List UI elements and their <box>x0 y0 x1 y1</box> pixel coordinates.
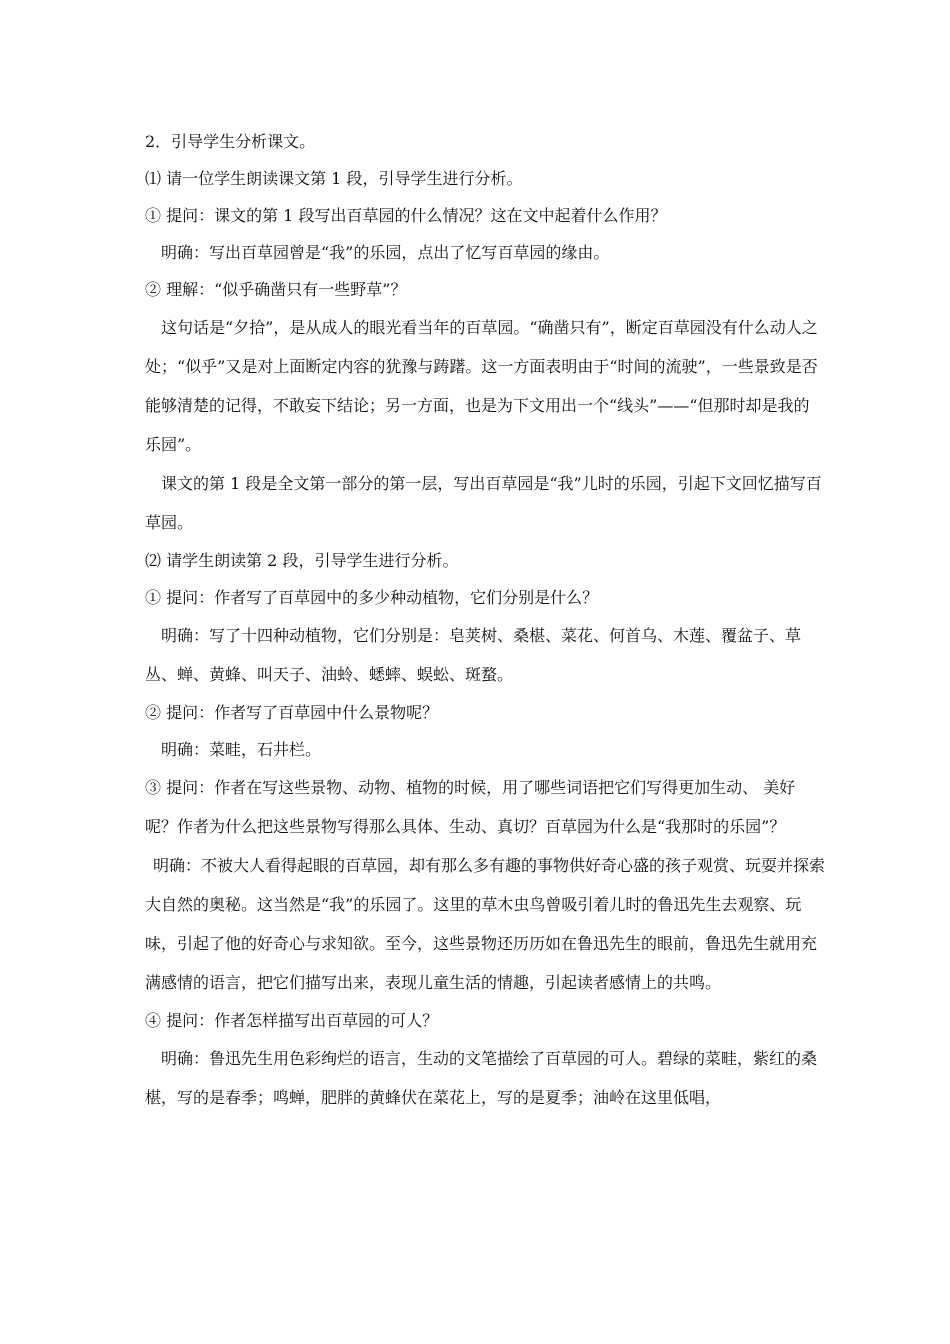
paragraph: ④ 提问：作者怎样描写出百草园的可人？ <box>145 1011 439 1030</box>
document-body <box>145 123 825 1117</box>
paragraph: 明确：写了十四种动植物，它们分别是：皂荚树、桑椹、菜花、何首乌、木莲、覆盆子、草丛、蝉、黄蜂、叫天子、油蛉、蟋蟀、蜈蚣、斑蝥。 <box>145 626 802 684</box>
paragraph: ③ 提问：作者在写这些景物、动物、植物的时候，用了哪些词语把它们写得更加生动、 美好呢？作者为什么把这些景物写得那么具体、生动、真切？百草园为什么是“我那时的乐园”？ <box>145 778 796 836</box>
paragraph: ⑴ 请一位学生朗读课文第 1 段，引导学生进行分析。 <box>145 169 523 188</box>
paragraph: ② 理解：“似乎确凿只有一些野草”？ <box>145 280 407 299</box>
paragraph: ⑵ 请学生朗读第 2 段，引导学生进行分析。 <box>145 551 459 570</box>
paragraph: 明确：菜畦，石井栏。 <box>161 740 322 759</box>
paragraph: ② 提问：作者写了百草园中什么景物呢？ <box>145 703 439 722</box>
paragraph: 课文的第 1 段是全文第一部分的第一层，写出百草园是“我”儿时的乐园，引起下文回忆描写百草园。 <box>145 474 822 532</box>
paragraph: 明确：鲁迅先生用色彩绚烂的语言，生动的文笔描绘了百草园的可人。碧绿的菜畦，紫红的桑椹，写的是春季；鸣蝉，肥胖的黄蜂伏在菜花上，写的是夏季；油岭在这里低唱， <box>145 1049 818 1107</box>
paragraph: 明确：不被大人看得起眼的百草园，却有那么多有趣的事物供好奇心盛的孩子观赏、玩耍并探索大自然的奥秘。这当然是“我”的乐园了。这里的草木虫鸟曾吸引着儿时的鲁迅先生去观察、玩味，引起了他的好奇心与求知欲。至今，这些景物还历历如在鲁迅先生的眼前，鲁迅先生就用充满感情的语言，把它们描写出来，表现儿童生活的情趣，引起读者感情上的共鸣。 <box>145 856 826 992</box>
paragraph: ① 提问：课文的第 1 段写出百草园的什么情况？这在文中起着什么作用？ <box>145 206 667 225</box>
paragraph: ① 提问：作者写了百草园中的多少种动植物，它们分别是什么？ <box>145 588 599 607</box>
paragraph: 这句话是“夕拾”，是从成人的眼光看当年的百草园。“确凿只有”，断定百草园没有什么动人之处；“似乎”又是对上面断定内容的犹豫与踌躇。这一方面表明由于“时间的流驶”，一些景致是否能够清楚的记得，不敢妄下结论；另一方面，也是为下文用出一个“线头”——“但那时却是我的乐园”。 <box>145 318 818 454</box>
paragraph: 明确：写出百草园曾是“我”的乐园，点出了忆写百草园的缘由。 <box>161 243 610 262</box>
section-heading: 2．引导学生分析课文。 <box>145 132 316 151</box>
